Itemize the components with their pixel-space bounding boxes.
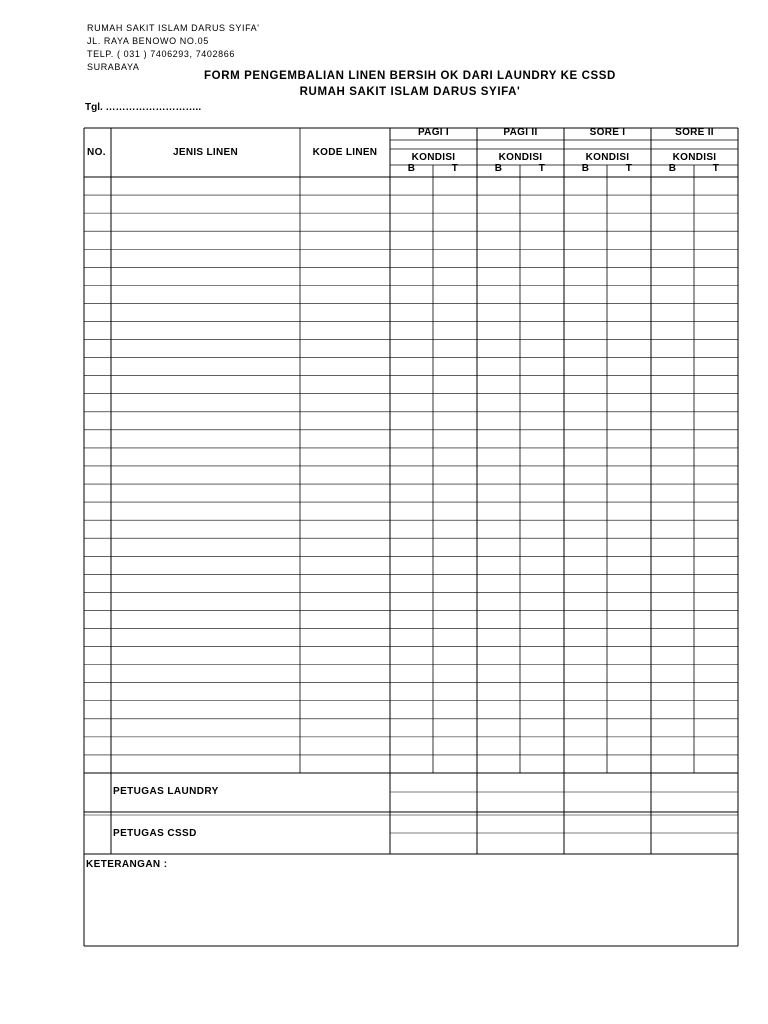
form-title-line1: FORM PENGEMBALIAN LINEN BERSIH OK DARI LAUNDRY KE CSSD bbox=[204, 70, 616, 82]
kondisi-label-sore-1: KONDISI bbox=[585, 152, 630, 163]
petugas-laundry-label: PETUGAS LAUNDRY bbox=[113, 786, 219, 797]
sub-header-b: B bbox=[581, 163, 590, 174]
shift-header-pagi-1: PAGI I bbox=[417, 127, 450, 138]
kondisi-label-sore-2: KONDISI bbox=[672, 152, 717, 163]
keterangan-label: KETERANGAN : bbox=[86, 859, 168, 870]
kondisi-label-pagi-2: KONDISI bbox=[498, 152, 543, 163]
sub-header-t: T bbox=[712, 163, 720, 174]
date-field[interactable]: Tgl. ……………………….. bbox=[85, 102, 202, 113]
sub-header-b: B bbox=[407, 163, 416, 174]
hospital-city: SURABAYA bbox=[87, 62, 140, 72]
petugas-cssd-label: PETUGAS CSSD bbox=[113, 828, 197, 839]
col-header-no: NO. bbox=[87, 147, 106, 158]
col-header-kode-linen: KODE LINEN bbox=[312, 147, 378, 158]
hospital-address: JL. RAYA BENOWO NO.05 bbox=[87, 36, 209, 46]
hospital-phone: TELP. ( 031 ) 7406293, 7402866 bbox=[87, 49, 235, 59]
col-header-jenis-linen: JENIS LINEN bbox=[173, 147, 238, 158]
kondisi-label-pagi-1: KONDISI bbox=[411, 152, 456, 163]
shift-header-sore-1: SORE I bbox=[589, 127, 626, 138]
hospital-name: RUMAH SAKIT ISLAM DARUS SYIFA' bbox=[87, 23, 260, 33]
sub-header-t: T bbox=[538, 163, 546, 174]
shift-header-pagi-2: PAGI II bbox=[503, 127, 538, 138]
sub-header-t: T bbox=[625, 163, 633, 174]
sub-header-b: B bbox=[494, 163, 503, 174]
sub-header-t: T bbox=[451, 163, 459, 174]
shift-header-sore-2: SORE II bbox=[675, 127, 714, 138]
form-title-line2: RUMAH SAKIT ISLAM DARUS SYIFA' bbox=[299, 86, 521, 98]
sub-header-b: B bbox=[668, 163, 677, 174]
